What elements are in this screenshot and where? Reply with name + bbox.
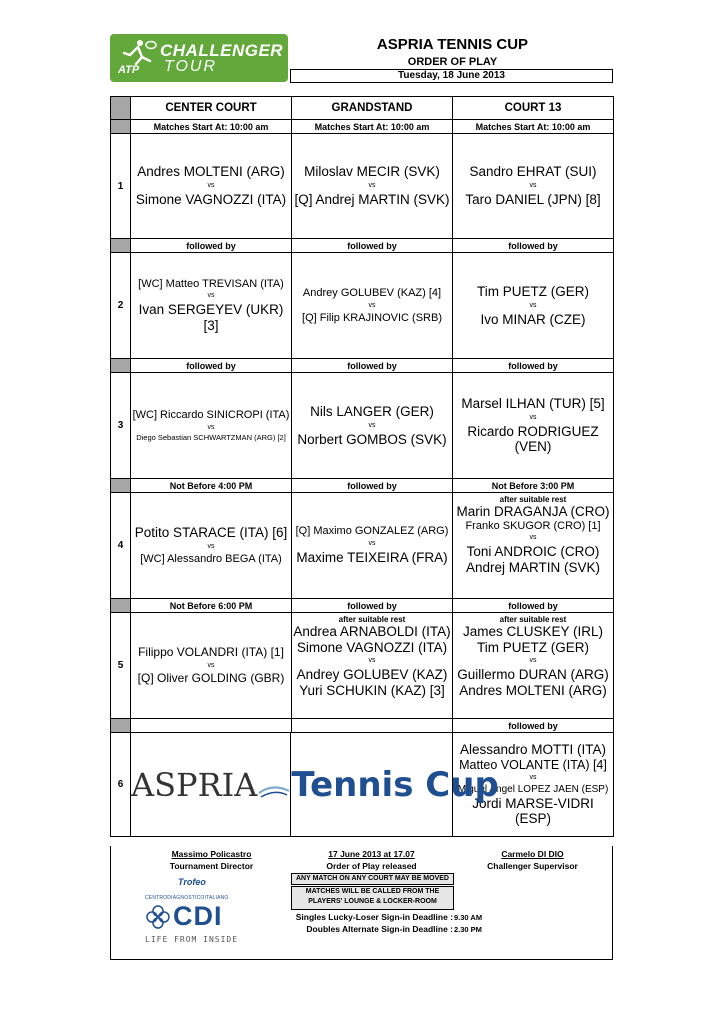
player-1: [WC] Matteo TREVISAN (ITA) (138, 277, 284, 290)
followed-by-label: followed by (131, 239, 292, 253)
page-title: ASPRIA TENNIS CUP (376, 36, 529, 53)
vs-label: vs (529, 182, 537, 189)
vs-label: vs (207, 292, 215, 300)
match-cell (292, 373, 453, 479)
followed-by-label: followed by (292, 479, 453, 493)
player-2-partner: Jordi MARSE-VIDRI (ESP) (472, 795, 594, 827)
player-2: Ivo MINAR (CZE) (480, 311, 586, 327)
released-time: 17 June 2013 at 17.07 (328, 849, 415, 859)
order-of-play-table (110, 96, 614, 837)
row-marker-cell (111, 719, 131, 733)
singles-deadline-label: Singles Lucky-Loser Sign-in Deadline : (295, 912, 453, 922)
player-2: Andrey GOLUBEV (KAZ) (296, 667, 448, 683)
followed-by-label: followed by (292, 599, 453, 613)
vs-label: vs (368, 421, 376, 429)
supervisor-title: Challenger Supervisor (487, 861, 578, 871)
director-name: Massimo Policastro (171, 849, 252, 859)
player-2: Simone VAGNOZZI (ITA) (135, 192, 287, 207)
sponsor-cell (131, 733, 499, 837)
match-row (111, 373, 614, 479)
separator-row (111, 599, 614, 613)
vs-label: vs (368, 657, 376, 665)
rest-note: after suitable rest (499, 495, 567, 504)
row-marker-cell (111, 239, 131, 253)
vs-label: vs (529, 657, 537, 665)
notice-called (291, 886, 454, 910)
match-cell (453, 493, 614, 599)
cdi-flower-icon (145, 904, 171, 930)
player-2: Ricardo RODRIGUEZ (VEN) (467, 423, 599, 455)
sponsor-cdi-top: CENTRODIAGNOSTICOITALIANO (145, 895, 229, 901)
page-subtitle: ORDER OF PLAY (407, 56, 498, 68)
match-cell (453, 373, 614, 479)
cdi-sponsor-logo (141, 874, 261, 952)
notice-called-line1: MATCHES WILL BE CALLED FROM THE (305, 888, 440, 895)
match-number: 5 (111, 613, 131, 719)
match-cell (292, 613, 453, 719)
player-1: [Q] Maximo GONZALEZ (ARG) (295, 525, 449, 538)
court-header: GRANDSTAND (292, 97, 453, 120)
player-1: Nils LANGER (GER) (310, 403, 434, 419)
separator-row (111, 359, 614, 373)
sponsor-cdi: CDI (173, 901, 223, 931)
player-1: Miloslav MECIR (SVK) (304, 164, 440, 180)
player-1: James CLUSKEY (IRL) (462, 624, 604, 640)
separator-row (111, 479, 614, 493)
vs-label: vs (207, 423, 215, 431)
player-2: Norbert GOMBOS (SVK) (297, 431, 447, 447)
match-cell (453, 134, 614, 239)
player-2: Ivan SERGEYEV (UKR) [3] (138, 302, 284, 333)
rest-note: after suitable rest (338, 615, 406, 624)
vs-label: vs (529, 413, 537, 421)
vs-label: vs (207, 661, 215, 669)
player-2: Taro DANIEL (JPN) [8] (465, 192, 601, 207)
vs-label: vs (529, 301, 537, 309)
row-marker-cell (111, 120, 131, 134)
schedule-note: Not Before 4:00 PM (131, 479, 292, 493)
vs-label: vs (207, 542, 215, 550)
row-marker-cell (111, 599, 131, 613)
player-1: Sandro EHRAT (SUI) (469, 164, 597, 180)
start-time: Matches Start At: 10:00 am (131, 120, 292, 134)
match-row (111, 134, 614, 239)
followed-by-label: followed by (292, 359, 453, 373)
logo-line2: TOUR (164, 58, 218, 75)
match-cell (131, 373, 292, 479)
player-2-partner: Andrej MARTIN (SVK) (465, 559, 601, 575)
match-number: 1 (111, 134, 131, 239)
followed-by-label: followed by (453, 239, 614, 253)
court-header-row (111, 97, 614, 120)
match-cell (292, 493, 453, 599)
player-2: Toni ANDROIC (CRO) (466, 544, 600, 560)
vs-label: vs (529, 534, 537, 542)
start-time-row (111, 120, 614, 134)
logo-line1: CHALLENGER (160, 41, 284, 60)
player-1: Alessandro MOTTI (ITA) (459, 742, 607, 758)
match-cell (453, 253, 614, 359)
player-2-partner: Andres MOLTENI (ARG) (459, 682, 607, 698)
separator-row (111, 719, 614, 733)
match-cell (131, 613, 292, 719)
sponsor-cdi-tagline: LIFE FROM INSIDE (145, 935, 239, 944)
director-title: Tournament Director (169, 861, 254, 871)
vs-label: vs (368, 301, 376, 309)
player-1: Marsel ILHAN (TUR) [5] (461, 396, 605, 412)
match-row (111, 493, 614, 599)
player-1: Andrey GOLUBEV (KAZ) [4] (302, 286, 442, 299)
singles-deadline-time: 9.30 AM (454, 913, 483, 922)
player-1-partner: Matteo VOLANTE (ITA) [4] (459, 757, 607, 772)
match-cell (453, 613, 614, 719)
aspria-tennis-cup-banner (131, 764, 499, 805)
match-number: 6 (111, 733, 131, 837)
start-time: Matches Start At: 10:00 am (453, 120, 614, 134)
doubles-deadline-label: Doubles Alternate Sign-in Deadline : (306, 924, 453, 934)
followed-by-label: followed by (453, 599, 614, 613)
followed-by-label: followed by (292, 239, 453, 253)
row-marker-cell (111, 359, 131, 373)
player-1: [WC] Riccardo SINICROPI (ITA) (132, 408, 290, 421)
logo-atp: ATP (118, 64, 140, 76)
player-1: Andres MOLTENI (ARG) (137, 164, 285, 180)
followed-by-label (131, 719, 292, 733)
match-number: 2 (111, 253, 131, 359)
vs-label: vs (207, 182, 215, 189)
sponsor-word-aspria: ASPRIA (131, 765, 258, 804)
atp-challenger-tour-logo (110, 34, 288, 82)
supervisor-name: Carmelo DI DIO (501, 849, 564, 859)
row-marker-cell (111, 479, 131, 493)
rest-note: after suitable rest (499, 615, 567, 624)
match-cell (292, 253, 453, 359)
vs-label: vs (368, 182, 376, 189)
vs-label: vs (368, 540, 376, 548)
player-1: Andrea ARNABOLDI (ITA) (293, 624, 451, 640)
player-2-partner: Yuri SCHUKIN (KAZ) [3] (299, 682, 445, 698)
match-cell (131, 134, 292, 239)
match-row (111, 733, 614, 837)
player-2: Miguel Angel LOPEZ JAEN (ESP) (457, 784, 609, 796)
footer (110, 846, 613, 960)
separator-row (111, 239, 614, 253)
player-1-partner: Franko SKUGOR (CRO) [1] (465, 519, 601, 532)
followed-by-label: followed by (131, 359, 292, 373)
vs-label: vs (529, 774, 537, 782)
followed-by-label: followed by (453, 719, 614, 733)
schedule-note: Not Before 6:00 PM (131, 599, 292, 613)
player-1-partner: Tim PUETZ (GER) (477, 639, 589, 655)
player-2: [Q] Filip KRAJINOVIC (SRB) (302, 311, 442, 324)
player-2: [Q] Oliver GOLDING (GBR) (137, 670, 285, 685)
sponsor-trofeo: Trofeo (178, 877, 206, 887)
court-header: CENTER COURT (131, 97, 292, 120)
followed-by-label: followed by (453, 359, 614, 373)
doubles-deadline-time: 2.30 PM (454, 925, 482, 934)
match-cell (131, 253, 292, 359)
match-row (111, 253, 614, 359)
match-cell (292, 134, 453, 239)
followed-by-label (292, 719, 453, 733)
tennis-player-icon (116, 37, 160, 67)
sponsor-word-tennis-cup: Tennis Cup (291, 764, 499, 805)
player-2: [WC] Alessandro BEGA (ITA) (140, 552, 282, 565)
player-1: Potito STARACE (ITA) [6] (134, 525, 288, 541)
match-number: 3 (111, 373, 131, 479)
player-1: Filippo VOLANDRI (ITA) [1] (138, 644, 284, 659)
swoosh-icon (257, 781, 291, 801)
player-2: Maxime TEIXEIRA (FRA) (296, 550, 448, 566)
player-1: Marin DRAGANJA (CRO) (456, 504, 610, 520)
player-2: Diego Sebastian SCHWARTZMAN (ARG) [2] (136, 432, 286, 442)
released-label: Order of Play released (326, 861, 417, 871)
schedule-note: Not Before 3:00 PM (453, 479, 614, 493)
match-cell (131, 493, 292, 599)
court-header: COURT 13 (453, 97, 614, 120)
player-1: Tim PUETZ (GER) (477, 283, 589, 299)
notice-moved: ANY MATCH ON ANY COURT MAY BE MOVED (291, 873, 454, 885)
start-time: Matches Start At: 10:00 am (292, 120, 453, 134)
match-number: 4 (111, 493, 131, 599)
player-2: [Q] Andrej MARTIN (SVK) (294, 192, 450, 207)
date-box: Tuesday, 18 June 2013 (290, 69, 613, 83)
corner-cell (111, 97, 131, 120)
match-row (111, 613, 614, 719)
player-1-partner: Simone VAGNOZZI (ITA) (296, 639, 448, 655)
notice-called-line2: PLAYERS' LOUNGE & LOCKER-ROOM (308, 898, 437, 905)
player-2: Guillermo DURAN (ARG) (457, 667, 609, 683)
